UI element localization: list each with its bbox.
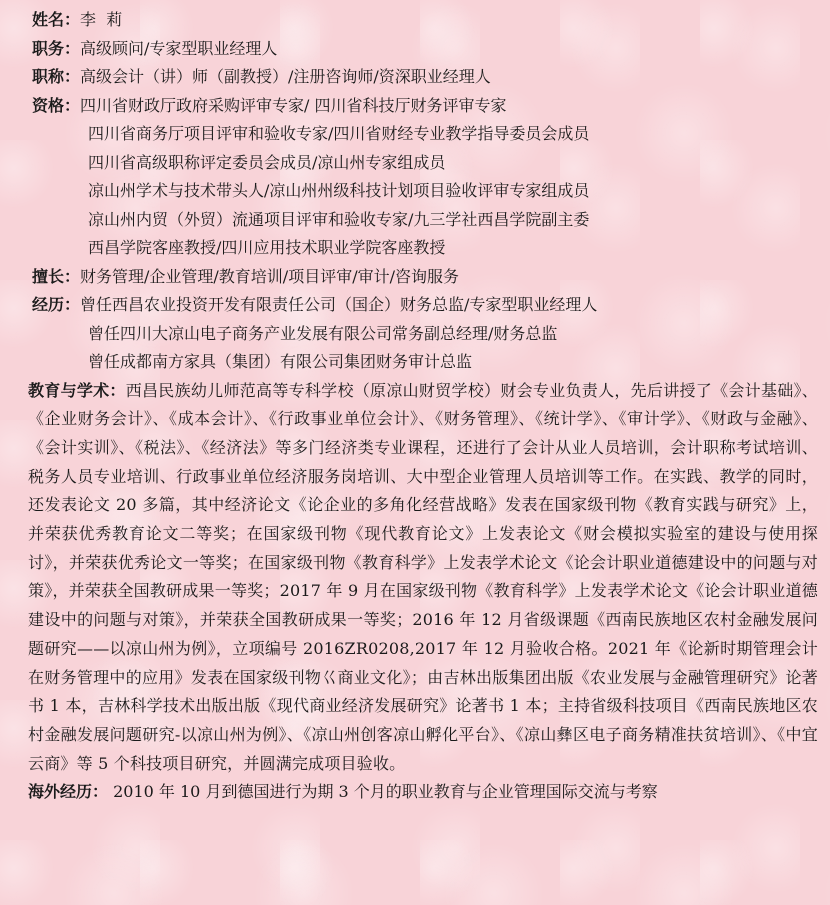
expertise-value: 财务管理/企业管理/教育培训/项目评审/审计/咨询服务 (80, 266, 459, 286)
experience-label: 经历： (32, 295, 81, 314)
expertise-row (32, 263, 818, 292)
name-label: 姓名： (32, 10, 81, 29)
qualification-line: 四川省高级职称评定委员会成员/凉山州专家组成员 (88, 152, 446, 172)
qualifications-label: 资格： (32, 95, 81, 115)
expertise-label: 擅长： (32, 266, 81, 286)
experience-row (32, 291, 818, 320)
position-label: 职务： (32, 38, 81, 58)
qualification-line: 四川省商务厅项目评审和验收专家/四川省财经专业教学指导委员会成员 (88, 124, 590, 143)
title-value: 高级会计（讲）师（副教授）/注册咨询师/资深职业经理人 (80, 67, 491, 86)
qualification-line: 四川省财政厅政府采购评审专家/ 四川省科技厅财务评审专家 (80, 95, 507, 115)
experience-line: 曾任成都南方家具（集团）有限公司集团财务审计总监 (88, 352, 473, 371)
name-value: 李 莉 (80, 10, 123, 29)
education-paragraph (28, 377, 818, 779)
name-row (32, 6, 818, 35)
education-text: 西昌民族幼儿师范高等专科学校（原凉山财贸学校）财会专业负责人，先后讲授了《会计基础》、《企业财务会计》、《成本会计》、《行政事业单位会计》、《财务管理》、《统计学》、《审计学》、《财政与金融》、《会计实训》、《税法》、《经济法》等多门经济类专业课程，还进行了会计从业人员培训，会计职称考试培训、税务人员专业培训、行政事业单位经济服务岗培训、大中型企业管理人员培训等工作。在实践、教学的同时，还发表论文 20 多篇，其中经济论文《论企业的多角化经营战略》发表在国家级刊物《教育实践与研究》上，并荣获优秀教育论文二等奖；在国家级刊物《现代教育论文》上发表论文《财会模拟实验室的建设与使用探讨》，并荣获优秀论文一等奖；在国家级刊物《教育科学》上发表学术论文《论会计职业道德建设中的问题与对策》，并荣获全国教研成果一等奖；2017 年 9 月在国家级刊物《教育科学》上发表学术论文《论会计职业道德建设中的问题与对策》，并荣获全国教研成果一等奖；2016 年 12 月省级课题《西南民族地区农村金融发展问题研究——以凉山州为例》，立项编号 2016ZR0208,2017 年 12 月验收合格。2021 年《论新时期管理会计在财务管理中的应用》发表在国家级刊物巜商业文化》；由吉林出版集团出版《农业发展与金融管理研究》论著书 1 本，吉林科学技术出版出版《现代商业经济发展研究》论著书 1 本；主持省级科技项目《西南民族地区农村金融发展问题研究-以凉山州为例》、《凉山州创客凉山孵化平台》、《凉山彝区电子商务精准扶贫培训》、《中宜云商》等 5 个科技项目研究，并圆满完成项目验收。 (28, 380, 818, 773)
qualification-line: 凉山州学术与技术带头人/凉山州州级科技计划项目验收评审专家组成员 (88, 181, 590, 200)
position-value: 高级顾问/专家型职业经理人 (80, 38, 278, 58)
experience-line: 曾任四川大凉山电子商务产业发展有限公司常务副总经理/财务总监 (88, 323, 558, 343)
overseas-value: 2010 年 10 月到德国进行为期 3 个月的职业教育与企业管理国际交流与考察 (113, 782, 658, 802)
overseas-row (28, 778, 818, 807)
title-row (32, 63, 818, 92)
title-label: 职称： (32, 67, 81, 86)
qualification-line: 凉山州内贸（外贸）流通项目评审和验收专家/九三学社西昌学院副主委 (88, 209, 590, 229)
overseas-label: 海外经历： (28, 782, 109, 802)
qualification-line: 西昌学院客座教授/四川应用技术职业学院客座教授 (88, 238, 446, 257)
experience-line: 曾任西昌农业投资开发有限责任公司（国企）财务总监/专家型职业经理人 (80, 295, 598, 314)
position-row (32, 35, 818, 64)
education-label: 教育与学术： (28, 380, 126, 400)
qualifications-row (32, 92, 818, 121)
